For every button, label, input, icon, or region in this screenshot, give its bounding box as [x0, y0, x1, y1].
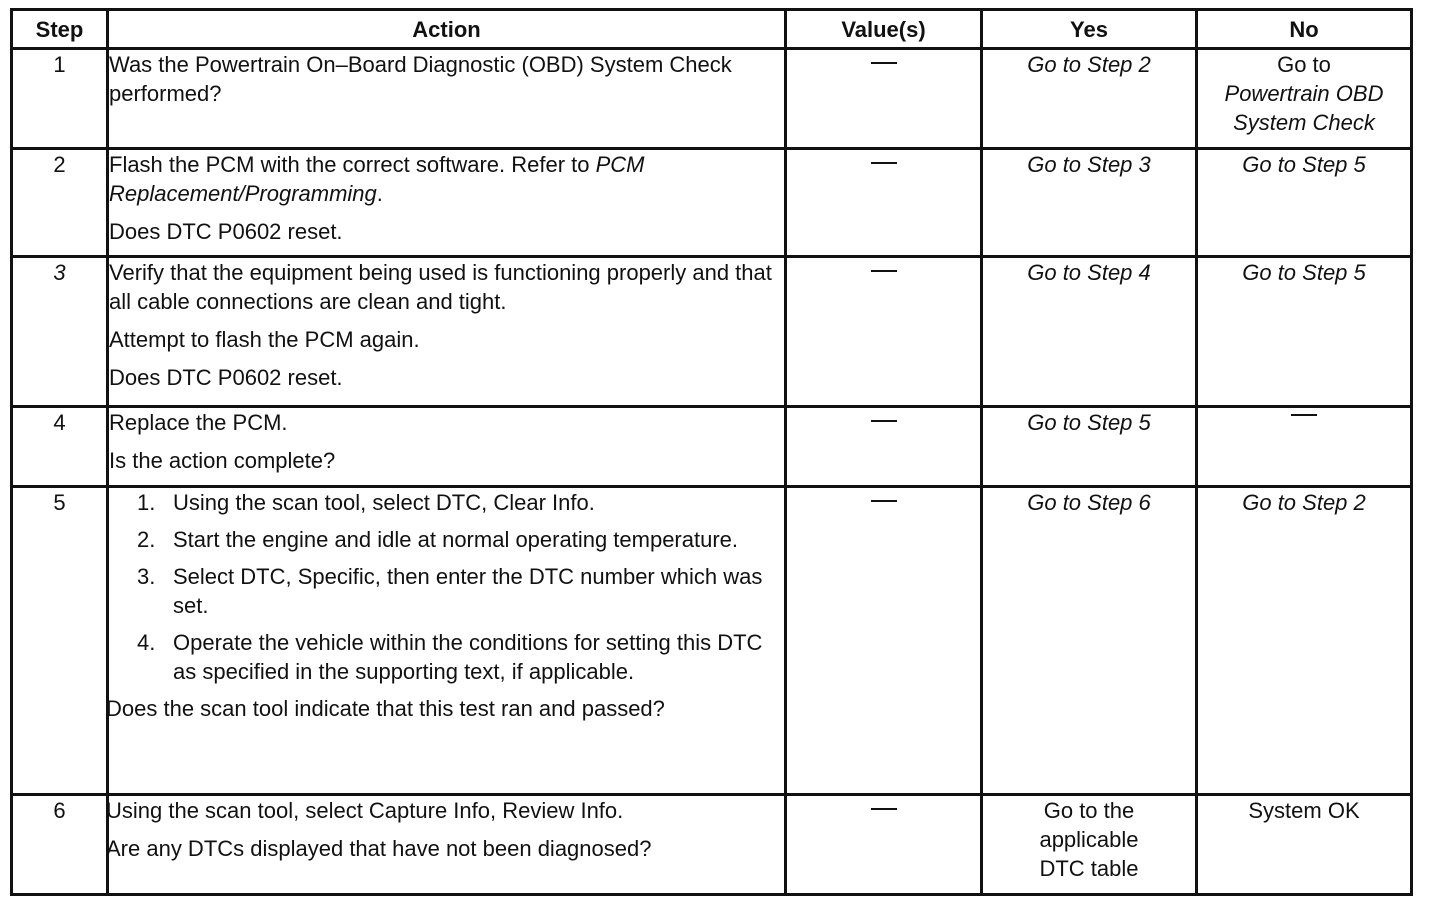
- no-cell: [1197, 149, 1412, 257]
- dash-mark: [871, 162, 897, 164]
- no-prefix: Go to: [1277, 52, 1331, 77]
- dash-mark: [871, 808, 897, 810]
- step-number: 3: [12, 257, 108, 407]
- dash-mark: [871, 500, 897, 502]
- step-number: 2: [12, 149, 108, 257]
- list-number: 1.: [137, 490, 156, 515]
- header-step: Step: [12, 10, 108, 49]
- yes-link[interactable]: Go to the applicable DTC table: [1039, 798, 1139, 881]
- action-text: [109, 150, 784, 208]
- list-item: [109, 525, 784, 554]
- action-cell: [108, 795, 786, 895]
- no-value: System OK: [1248, 798, 1360, 823]
- yes-link[interactable]: Go to Step 2: [1027, 52, 1151, 77]
- yes-link[interactable]: Go to Step 5: [1027, 410, 1151, 435]
- action-cell: [108, 407, 786, 487]
- list-item: [109, 628, 784, 686]
- table-row: [12, 795, 1412, 895]
- value-cell: [786, 407, 982, 487]
- table-row: [12, 407, 1412, 487]
- no-link[interactable]: Go to Step 5: [1242, 260, 1366, 285]
- action-cell: [108, 257, 786, 407]
- action-question: Does the scan tool indicate that this test ran and passed?: [106, 696, 665, 721]
- action-text: Replace the PCM.: [109, 410, 288, 435]
- header-no: No: [1197, 10, 1412, 49]
- procedure-list: [109, 488, 784, 686]
- value-cell: [786, 149, 982, 257]
- action-text: Using the scan tool, select Capture Info, Review Info.: [106, 798, 624, 823]
- yes-cell: [982, 487, 1197, 795]
- list-number: 3.: [137, 564, 156, 589]
- no-link[interactable]: Go to Step 2: [1242, 490, 1366, 515]
- dash-mark: [1291, 414, 1317, 416]
- dash-mark: [871, 420, 897, 422]
- list-number: 2.: [137, 527, 156, 552]
- yes-link[interactable]: Go to Step 4: [1027, 260, 1151, 285]
- diagnostic-table: [10, 8, 1413, 896]
- yes-cell: [982, 407, 1197, 487]
- action-question: Are any DTCs displayed that have not been diagnosed?: [106, 836, 652, 861]
- list-text: Select DTC, Specific, then enter the DTC number which was set.: [173, 564, 763, 618]
- action-question: Does DTC P0602 reset.: [109, 365, 343, 390]
- action-text: Attempt to flash the PCM again.: [109, 327, 420, 352]
- no-link[interactable]: Powertrain OBD System Check: [1224, 81, 1384, 135]
- dash-mark: [871, 62, 897, 64]
- value-cell: [786, 49, 982, 149]
- no-cell: [1197, 257, 1412, 407]
- value-cell: [786, 795, 982, 895]
- action-question: Is the action complete?: [109, 448, 336, 473]
- action-reference-link[interactable]: PCM Replacement/Programming: [109, 152, 645, 206]
- header-action: Action: [108, 10, 786, 49]
- action-question: Does DTC P0602 reset.: [109, 219, 343, 244]
- step-number: 5: [12, 487, 108, 795]
- list-text: Start the engine and idle at normal operating temperature.: [173, 527, 739, 552]
- action-text-part: Flash the PCM with the correct software. Refer to: [109, 152, 596, 177]
- yes-cell: [982, 149, 1197, 257]
- no-cell: [1197, 407, 1412, 487]
- yes-link[interactable]: Go to Step 6: [1027, 490, 1151, 515]
- table-row: [12, 149, 1412, 257]
- action-text-part: .: [376, 181, 383, 206]
- action-cell: [108, 49, 786, 149]
- list-item: [109, 562, 784, 620]
- yes-cell: [982, 49, 1197, 149]
- header-yes: Yes: [982, 10, 1197, 49]
- no-cell: [1197, 795, 1412, 895]
- header-row: [12, 10, 1412, 49]
- table-row: [12, 257, 1412, 407]
- yes-cell: [982, 795, 1197, 895]
- table-row: [12, 49, 1412, 149]
- action-text: Was the Powertrain On–Board Diagnostic (OBD) System Check performed?: [109, 52, 732, 106]
- step-number: 6: [12, 795, 108, 895]
- list-text: Operate the vehicle within the conditions for setting this DTC as specified in the supporting text, if applicable.: [173, 630, 763, 684]
- step-number: 4: [12, 407, 108, 487]
- action-cell: [108, 149, 786, 257]
- step-number: 1: [12, 49, 108, 149]
- no-cell: [1197, 49, 1412, 149]
- no-link[interactable]: Go to Step 5: [1242, 152, 1366, 177]
- action-text: Verify that the equipment being used is functioning properly and that all cable connections are clean and tight.: [109, 260, 772, 314]
- dash-mark: [871, 270, 897, 272]
- table-row: [12, 487, 1412, 795]
- yes-link[interactable]: Go to Step 3: [1027, 152, 1151, 177]
- value-cell: [786, 487, 982, 795]
- action-cell: [108, 487, 786, 795]
- no-cell: [1197, 487, 1412, 795]
- header-value: Value(s): [786, 10, 982, 49]
- list-item: [109, 488, 784, 517]
- list-text: Using the scan tool, select DTC, Clear Info.: [173, 490, 595, 515]
- list-number: 4.: [137, 630, 156, 655]
- value-cell: [786, 257, 982, 407]
- yes-cell: [982, 257, 1197, 407]
